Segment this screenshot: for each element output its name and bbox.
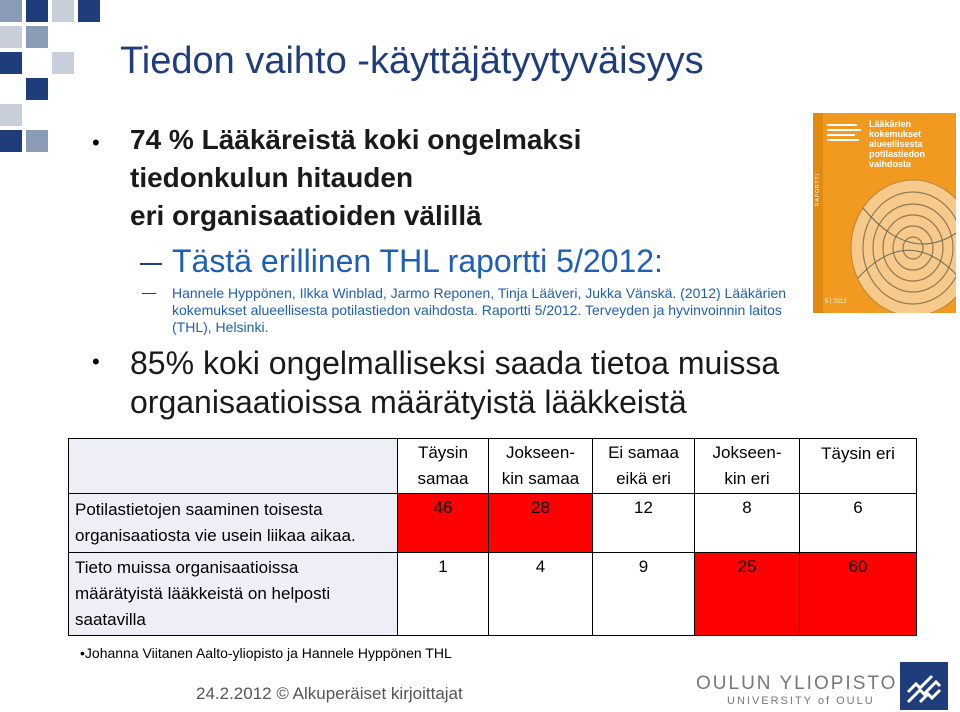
bullet-dot: •	[92, 349, 100, 374]
bullet1-line3: eri organisaatioiden välillä	[130, 200, 482, 231]
bullet1-line1: 74 % Lääkäreistä koki ongelmaksi	[130, 124, 582, 155]
cover-number: 5 | 2012	[825, 299, 847, 305]
table-cell: 1	[398, 553, 489, 636]
header-line: Jokseen-	[506, 443, 575, 462]
results-table	[68, 438, 917, 636]
table-corner-cell	[69, 439, 398, 494]
header-line: Ei samaa	[608, 443, 679, 462]
table-row	[69, 494, 917, 553]
dash-marker-small	[142, 293, 156, 294]
footer-text: 24.2.2012 © Alkuperäiset kirjoittajat	[196, 684, 463, 703]
row-label-line: Tieto muissa organisaatioissa	[75, 558, 299, 577]
header-line: Jokseen-	[712, 443, 782, 462]
header-line: kin samaa	[501, 469, 580, 488]
source-note: •Johanna Viitanen Aalto-yliopisto ja Hannele Hyppönen THL	[80, 645, 452, 661]
header-line: samaa	[417, 469, 469, 488]
table-header-cell	[593, 439, 695, 494]
table-row-label	[69, 494, 398, 553]
bullet-dot: •	[92, 130, 100, 155]
table-header-cell	[800, 439, 917, 494]
row-label-line: määrätyistä lääkkeistä on helposti	[75, 584, 331, 603]
row-label-line: saatavilla	[75, 610, 146, 629]
bullet1-line2: tiedonkulun hitauden	[130, 162, 414, 193]
university-logo-name: OULUN YLIOPISTO	[696, 673, 898, 694]
table-row-label	[69, 553, 398, 636]
table-header-cell	[695, 439, 800, 494]
header-line: kin eri	[724, 469, 770, 488]
table-row	[69, 553, 917, 636]
header-line: Täysin	[417, 443, 469, 462]
table-header-cell	[398, 439, 489, 494]
table-cell: 12	[593, 494, 695, 553]
table-cell: 60	[800, 553, 917, 636]
header-line: eikä eri	[616, 469, 671, 488]
row-label-line: Potilastietojen saaminen toisesta	[75, 500, 323, 519]
university-logo-icon	[900, 662, 948, 710]
table-header-row	[69, 439, 917, 494]
table-cell: 6	[800, 494, 917, 553]
table-header-cell	[489, 439, 593, 494]
table-cell: 8	[695, 494, 800, 553]
cover-fingerprint-graphic	[843, 168, 956, 313]
table-cell: 9	[593, 553, 695, 636]
header-line: Täysin eri	[821, 444, 895, 463]
university-logo-sub: UNIVERSITY of OULU	[727, 695, 875, 707]
cover-spine: RAPORTTI	[815, 173, 821, 207]
row-label-line: organisaatiosta vie usein liikaa aikaa.	[75, 526, 356, 545]
report-cover-image	[813, 113, 956, 313]
sub-heading: Tästä erillinen THL raportti 5/2012:	[172, 243, 663, 279]
cover-title: Lääkärien kokemukset alueellisesta potilastiedon vaihdosta	[869, 119, 925, 169]
table-cell: 4	[489, 553, 593, 636]
cover-authors-decoration	[827, 121, 863, 151]
table-cell: 25	[695, 553, 800, 636]
reference-text: Hannele Hyppönen, Ilkka Winblad, Jarmo Reponen, Tinja Lääveri, Jukka Vänskä. (2012) Lääkärien kokemukset alueellisesta potilastiedon vaihdosta. Raportti 5/2012. Terveyden ja hyvinvoinnin laitos (THL), Helsinki.	[172, 285, 787, 335]
dash-marker	[140, 263, 162, 265]
table-cell: 28	[489, 494, 593, 553]
bullet2-line1: 85% koki ongelmalliseksi saada tietoa muissa	[130, 345, 780, 381]
bullet2-line2: organisaatioissa määrätyistä lääkkeistä	[130, 384, 687, 420]
page-title: Tiedon vaihto -käyttäjätyytyväisyys	[120, 40, 704, 82]
table-cell: 46	[398, 494, 489, 553]
